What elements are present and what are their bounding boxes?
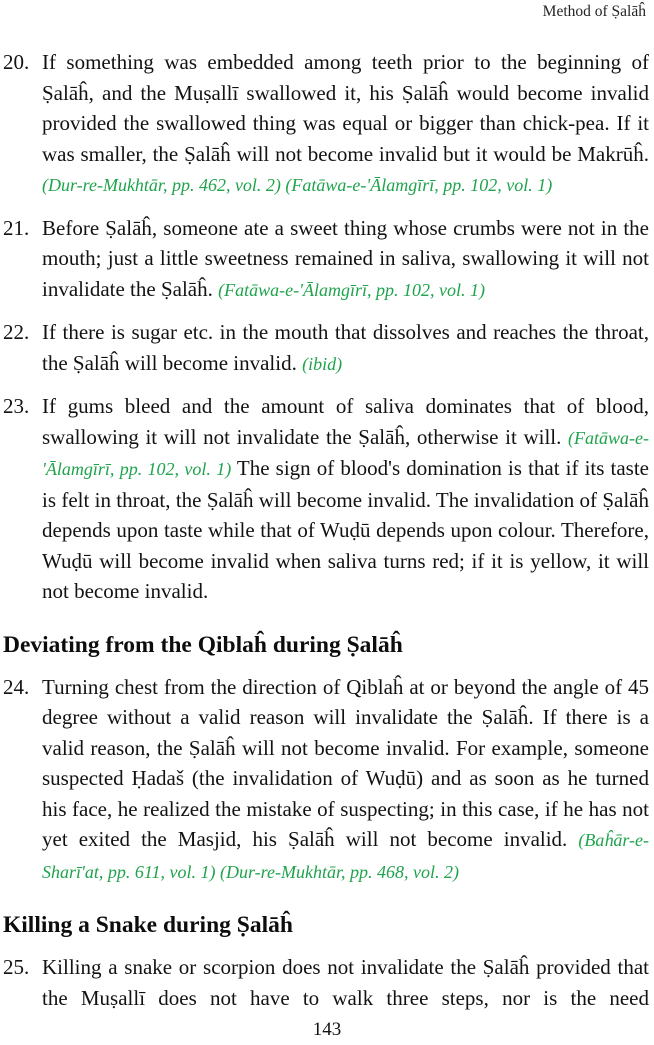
citation: (ibid) [302,353,343,374]
body-text: Before Ṣalāĥ, someone ate a sweet thing whose crumbs were not in the mouth; just a little sweetness remained in saliva, swallowing it will not invalidate the Ṣalāĥ. [42,215,649,301]
item-text-24 [42,672,649,888]
item-number-21: 21. [3,215,30,240]
page-number: 143 [312,1019,342,1040]
list-item-22 [3,317,649,379]
section-heading-qiblah: Deviating from the Qiblaĥ during Ṣalāĥ [3,631,403,658]
running-header-title: Method of Ṣalāĥ [542,3,646,20]
list-item-20 [3,47,649,201]
body-text: If there is sugar etc. in the mouth that dissolves and reaches the throat, the Ṣalāĥ will become invalid. [42,320,649,375]
item-text-22 [42,317,649,379]
body-text: The sign of blood's domination is that if its taste is felt in throat, the Ṣalāĥ will become invalid. The invalidation of Ṣalāĥ depends upon taste while that of Wuḍū depends upon colour. Therefore, Wuḍū will become invalid when saliva turns red; if it is yellow, it will not become invalid. [42,456,649,603]
body-text: Killing a snake or scorpion does not invalidate the Ṣalāĥ provided that the Muṣallī does not have to walk three steps, nor is the need [42,955,649,1010]
body-text: If gums bleed and the amount of saliva dominates that of blood, swallowing it will not invalidate the Ṣalāĥ, otherwise it will. [42,394,649,449]
list-item-24 [3,672,649,888]
item-number-22: 22. [3,320,30,344]
item-text-25 [42,952,649,1013]
item-text-21 [42,213,649,306]
list-item-21 [3,213,649,306]
body-text: Turning chest from the direction of Qiblaĥ at or beyond the angle of 45 degree without a valid reason will invalidate the Ṣalāĥ. If there is a valid reason, the Ṣalāĥ will not become invalid. For example, someone suspected Ḥadaš (the invalidation of Wuḍū) and as soon as he turned his face, he realized the mistake of suspecting; in this case, if he has not yet exited the Masjid, his Ṣalāĥ will not become invalid. [42,674,649,851]
section-heading-snake: Killing a Snake during Ṣalāĥ [3,912,293,938]
item-text-23 [42,391,649,607]
body-text: If something was embedded among teeth prior to the beginning of Ṣalāĥ, and the Muṣallī swallowed it, his Ṣalāĥ would become invalid provided the swallowed thing was equal or bigger than chick-pea. If it was smaller, the Ṣalāĥ will not become invalid but it would be Makrūĥ. [42,50,649,166]
citation: (Fatāwa-e-'Ālamgīrī, pp. 102, vol. 1) [218,279,485,300]
item-text-20 [42,47,649,201]
item-number-23: 23. [3,394,30,418]
item-number-25: 25. [3,955,30,979]
list-item-23 [3,391,649,607]
item-number-20: 20. [3,50,30,74]
citation: (Dur-re-Mukhtār, pp. 462, vol. 2) (Fatāwa-e-'Ālamgīrī, pp. 102, vol. 1) [42,175,553,195]
page-header [3,2,649,22]
item-number-24: 24. [3,674,30,699]
citation: (Fatāwa-e-'Ālamgīrī, pp. 102, vol. 1) [42,427,649,479]
page-content [3,47,649,1013]
citation: (Baĥār-e-Sharī'at, pp. 611, vol. 1) (Dur-re-Mukhtār, pp. 468, vol. 2) [42,830,649,882]
page-footer [0,1019,654,1041]
list-item-25 [3,952,649,1013]
